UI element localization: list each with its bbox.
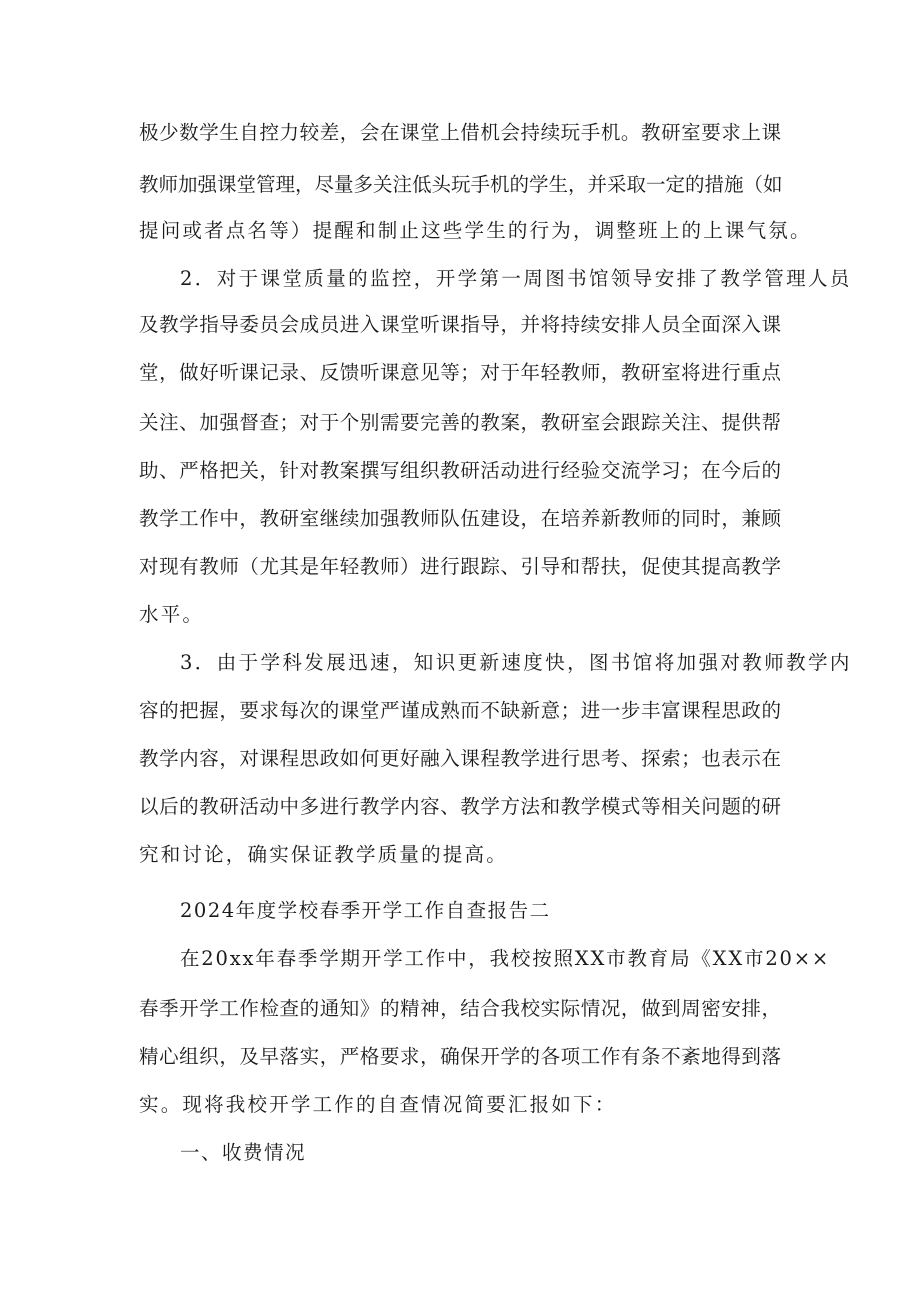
paragraph-line: 3．由于学科发展迅速，知识更新速度快，图书馆将加强对教师教学内 xyxy=(180,651,852,674)
paragraph-line: 春季开学工作检查的通知》的精神，结合我校实际情况，做到周密安排， xyxy=(139,997,781,1020)
paragraph-line: 堂，做好听课记录、反馈听课意见等；对于年轻教师，教研室将进行重点 xyxy=(139,361,781,384)
paragraph-line: 实。现将我校开学工作的自查情况简要汇报如下： xyxy=(139,1093,617,1116)
paragraph-line: 助、严格把关，针对教案撰写组织教研活动进行经验交流学习；在今后的 xyxy=(139,459,781,482)
paragraph-line: 教师加强课堂管理，尽量多关注低头玩手机的学生，并采取一定的措施（如 xyxy=(139,173,783,196)
paragraph-line: 以后的教研活动中多进行教学内容、教学方法和教学模式等相关问题的研 xyxy=(139,795,781,818)
paragraph-line: 提问或者点名等）提醒和制止这些学生的行为，调整班上的上课气氛。 xyxy=(139,219,812,242)
report-title: 2024年度学校春季开学工作自查报告二 xyxy=(180,899,551,922)
paragraph-line: 在20xx年春季学期开学工作中，我校按照XX市教育局《XX市20×× xyxy=(180,947,831,970)
paragraph-line: 教学工作中，教研室继续加强教师队伍建设，在培养新教师的同时，兼顾 xyxy=(139,507,781,530)
paragraph-line: 精心组织，及早落实，严格要求，确保开学的各项工作有条不紊地得到落 xyxy=(139,1045,781,1068)
paragraph-line: 容的把握，要求每次的课堂严谨成熟而不缺新意；进一步丰富课程思政的 xyxy=(139,699,781,722)
paragraph-line: 极少数学生自控力较差，会在课堂上借机会持续玩手机。教研室要求上课 xyxy=(139,121,781,144)
paragraph-line: 水平。 xyxy=(139,603,205,626)
paragraph-line: 对现有教师（尤其是年轻教师）进行跟踪、引导和帮扶，促使其提高教学 xyxy=(139,555,781,578)
paragraph-line: 究和讨论，确实保证教学质量的提高。 xyxy=(139,843,508,866)
paragraph-line: 教学内容，对课程思政如何更好融入课程教学进行思考、探索；也表示在 xyxy=(139,747,781,770)
paragraph-line: 关注、加强督查；对于个别需要完善的教案，教研室会跟踪关注、提供帮 xyxy=(139,411,781,434)
section-heading: 一、收费情况 xyxy=(180,1141,307,1164)
paragraph-line: 及教学指导委员会成员进入课堂听课指导，并将持续安排人员全面深入课 xyxy=(139,313,781,336)
paragraph-line: 2．对于课堂质量的监控，开学第一周图书馆领导安排了教学管理人员 xyxy=(180,267,852,290)
